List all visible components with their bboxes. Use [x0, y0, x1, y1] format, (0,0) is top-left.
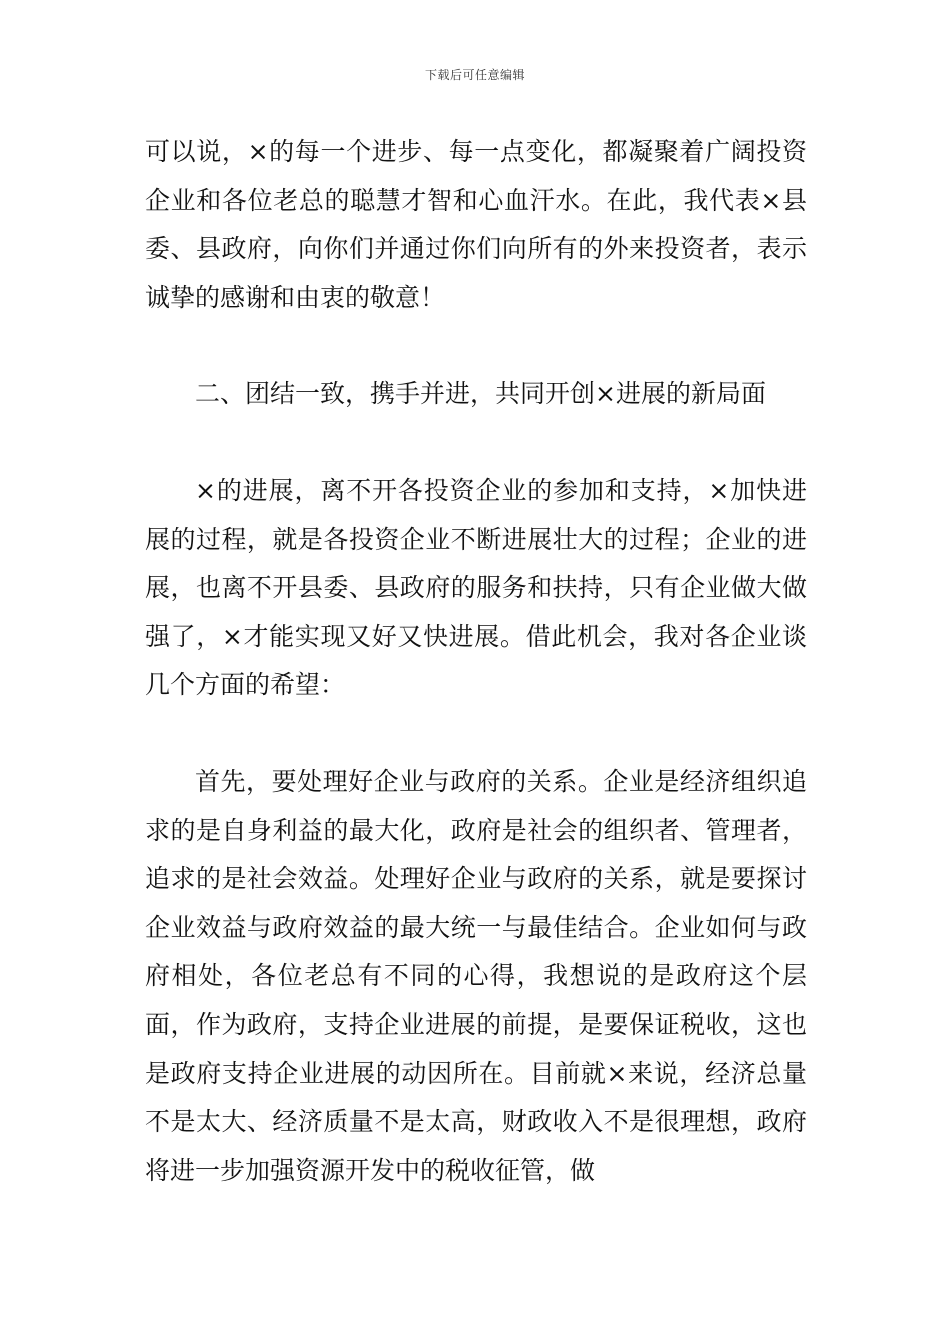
document-body	[145, 128, 807, 1195]
paragraph-development: ×的进展，离不开各投资企业的参加和支持，×加快进展的过程，就是各投资企业不断进展壮大的过程；企业的进展，也离不开县委、县政府的服务和扶持，只有企业做大做强了，×才能实现又好又快进展。借此机会，我对各企业谈几个方面的希望：	[145, 475, 807, 700]
section-heading: 二、团结一致，携手并进，共同开创×进展的新局面	[195, 379, 766, 409]
paragraph-enterprise-government: 首先，要处理好企业与政府的关系。企业是经济组织追求的是自身利益的最大化，政府是社会的组织者、管理者，追求的是社会效益。处理好企业与政府的关系，就是要探讨企业效益与政府效益的最大统一与最佳结合。企业如何与政府相处，各位老总有不同的心得，我想说的是政府这个层面，作为政府，支持企业进展的前提，是要保证税收，这也是政府支持企业进展的动因所在。目前就×来说，经济总量不是太大、经济质量不是太高，财政收入不是很理想，政府将进一步加强资源开发中的税收征管，做	[145, 766, 807, 1185]
paragraph-spacer	[145, 710, 807, 758]
page-header-note: 下载后可任意编辑	[424, 68, 525, 82]
paragraph-continuation: 可以说，×的每一个进步、每一点变化，都凝聚着广阔投资企业和各位老总的聪慧才智和心血汗水。在此，我代表×县委、县政府，向你们并通过你们向所有的外来投资者，表示诚挚的感谢和由衷的敬意！	[145, 137, 807, 312]
paragraph-spacer	[145, 419, 807, 467]
paragraph-spacer	[145, 322, 807, 370]
